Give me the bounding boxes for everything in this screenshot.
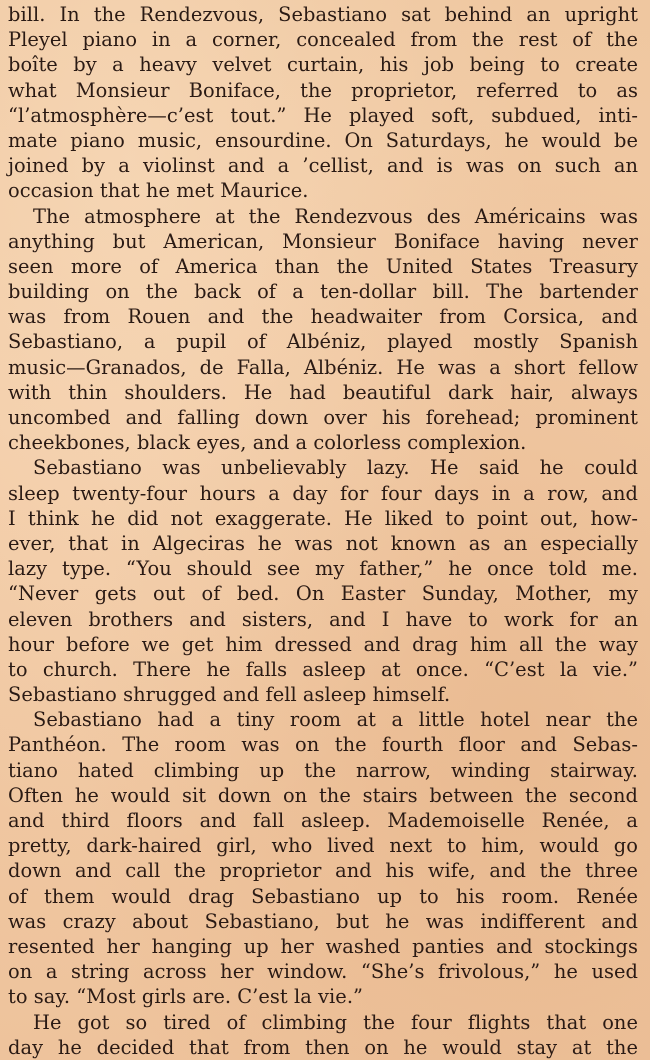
book-text (8, 2, 638, 1060)
text-line: day he decided that from then on he would stay at the (8, 1035, 638, 1059)
text-line: pretty, dark-haired girl, who lived next to him, would go (8, 834, 638, 858)
text-line: Panthéon. The room was on the fourth floor and Sebas- (8, 733, 638, 757)
text-line: what Monsieur Boniface, the proprietor, referred to as (8, 78, 638, 102)
text-line: occasion that he met Maurice. (8, 179, 309, 203)
text-line: tiano hated climbing up the narrow, winding stairway. (8, 758, 638, 782)
text-line: lazy type. “You should see my father,” he once told me. (8, 557, 638, 581)
text-line: Sebastiano was unbelievably lazy. He said he could (33, 456, 638, 480)
paragraph (8, 707, 638, 1009)
text-line: mate piano music, ensourdine. On Saturdays, he would be (8, 128, 638, 152)
text-line: of them would drag Sebastiano up to his room. Renée (8, 884, 638, 908)
text-line: on a string across her window. “She’s frivolous,” he used (8, 960, 638, 984)
text-line: boîte by a heavy velvet curtain, his job being to create (8, 53, 638, 77)
text-line: Sebastiano had a tiny room at a little hotel near the (33, 708, 638, 732)
paragraph (8, 1010, 638, 1060)
text-line: to church. There he falls asleep at once. “C’est la vie.” (8, 657, 638, 681)
text-line: with thin shoulders. He had beautiful dark hair, always (8, 380, 638, 404)
text-line: music—Granados, de Falla, Albéniz. He was a short fellow (8, 355, 638, 379)
text-line: He got so tired of climbing the four flights that one (33, 1010, 638, 1034)
text-line: Sebastiano, a pupil of Albéniz, played mostly Spanish (8, 330, 638, 354)
text-line: uncombed and falling down over his forehead; prominent (8, 406, 638, 429)
text-line: hour before we get him dressed and drag him all the way (8, 632, 638, 656)
paragraph (8, 2, 638, 204)
text-line: Sebastiano shrugged and fell asleep himself. (8, 683, 451, 707)
text-line: joined by a violinst and a ’cellist, and is was on such an (8, 154, 638, 178)
text-line: “l’atmosphère—c’est tout.” He played soft, subdued, inti- (8, 103, 638, 127)
text-line: anything but American, Monsieur Boniface having never (8, 229, 638, 253)
text-line: sleep twenty-four hours a day for four days in a row, and (8, 481, 638, 505)
text-line: ever, that in Algeciras he was not known as an especially (8, 531, 638, 555)
text-line: Pleyel piano in a corner, concealed from the rest of the (8, 28, 638, 52)
text-line: I think he did not exaggerate. He liked to point out, how- (8, 506, 638, 530)
text-line: cheekbones, black eyes, and a colorless complexion. (8, 431, 527, 455)
text-line: was crazy about Sebastiano, but he was indifferent and (8, 909, 638, 933)
paragraph (8, 204, 638, 456)
text-line: eleven brothers and sisters, and I have to work for an (8, 607, 638, 631)
text-line: The atmosphere at the Rendezvous des Américains was (33, 204, 638, 228)
text-line: to say. “Most girls are. C’est la vie.” (8, 985, 363, 1009)
text-line: resented her hanging up her washed panties and stockings (8, 934, 638, 958)
text-line: was from Rouen and the headwaiter from Corsica, and (8, 305, 638, 329)
paragraph (8, 455, 638, 707)
text-line: and third floors and fall asleep. Mademoiselle Renée, a (8, 809, 638, 832)
text-line: Often he would sit down on the stairs between the second (8, 783, 638, 807)
text-line: down and call the proprietor and his wife, and the three (8, 859, 638, 883)
text-line: bill. In the Rendezvous, Sebastiano sat behind an upright (8, 3, 638, 26)
text-line: seen more of America than the United States Treasury (8, 254, 638, 278)
text-line: building on the back of a ten-dollar bill. The bartender (8, 280, 638, 304)
text-line: “Never gets out of bed. On Easter Sunday, Mother, my (8, 582, 638, 606)
